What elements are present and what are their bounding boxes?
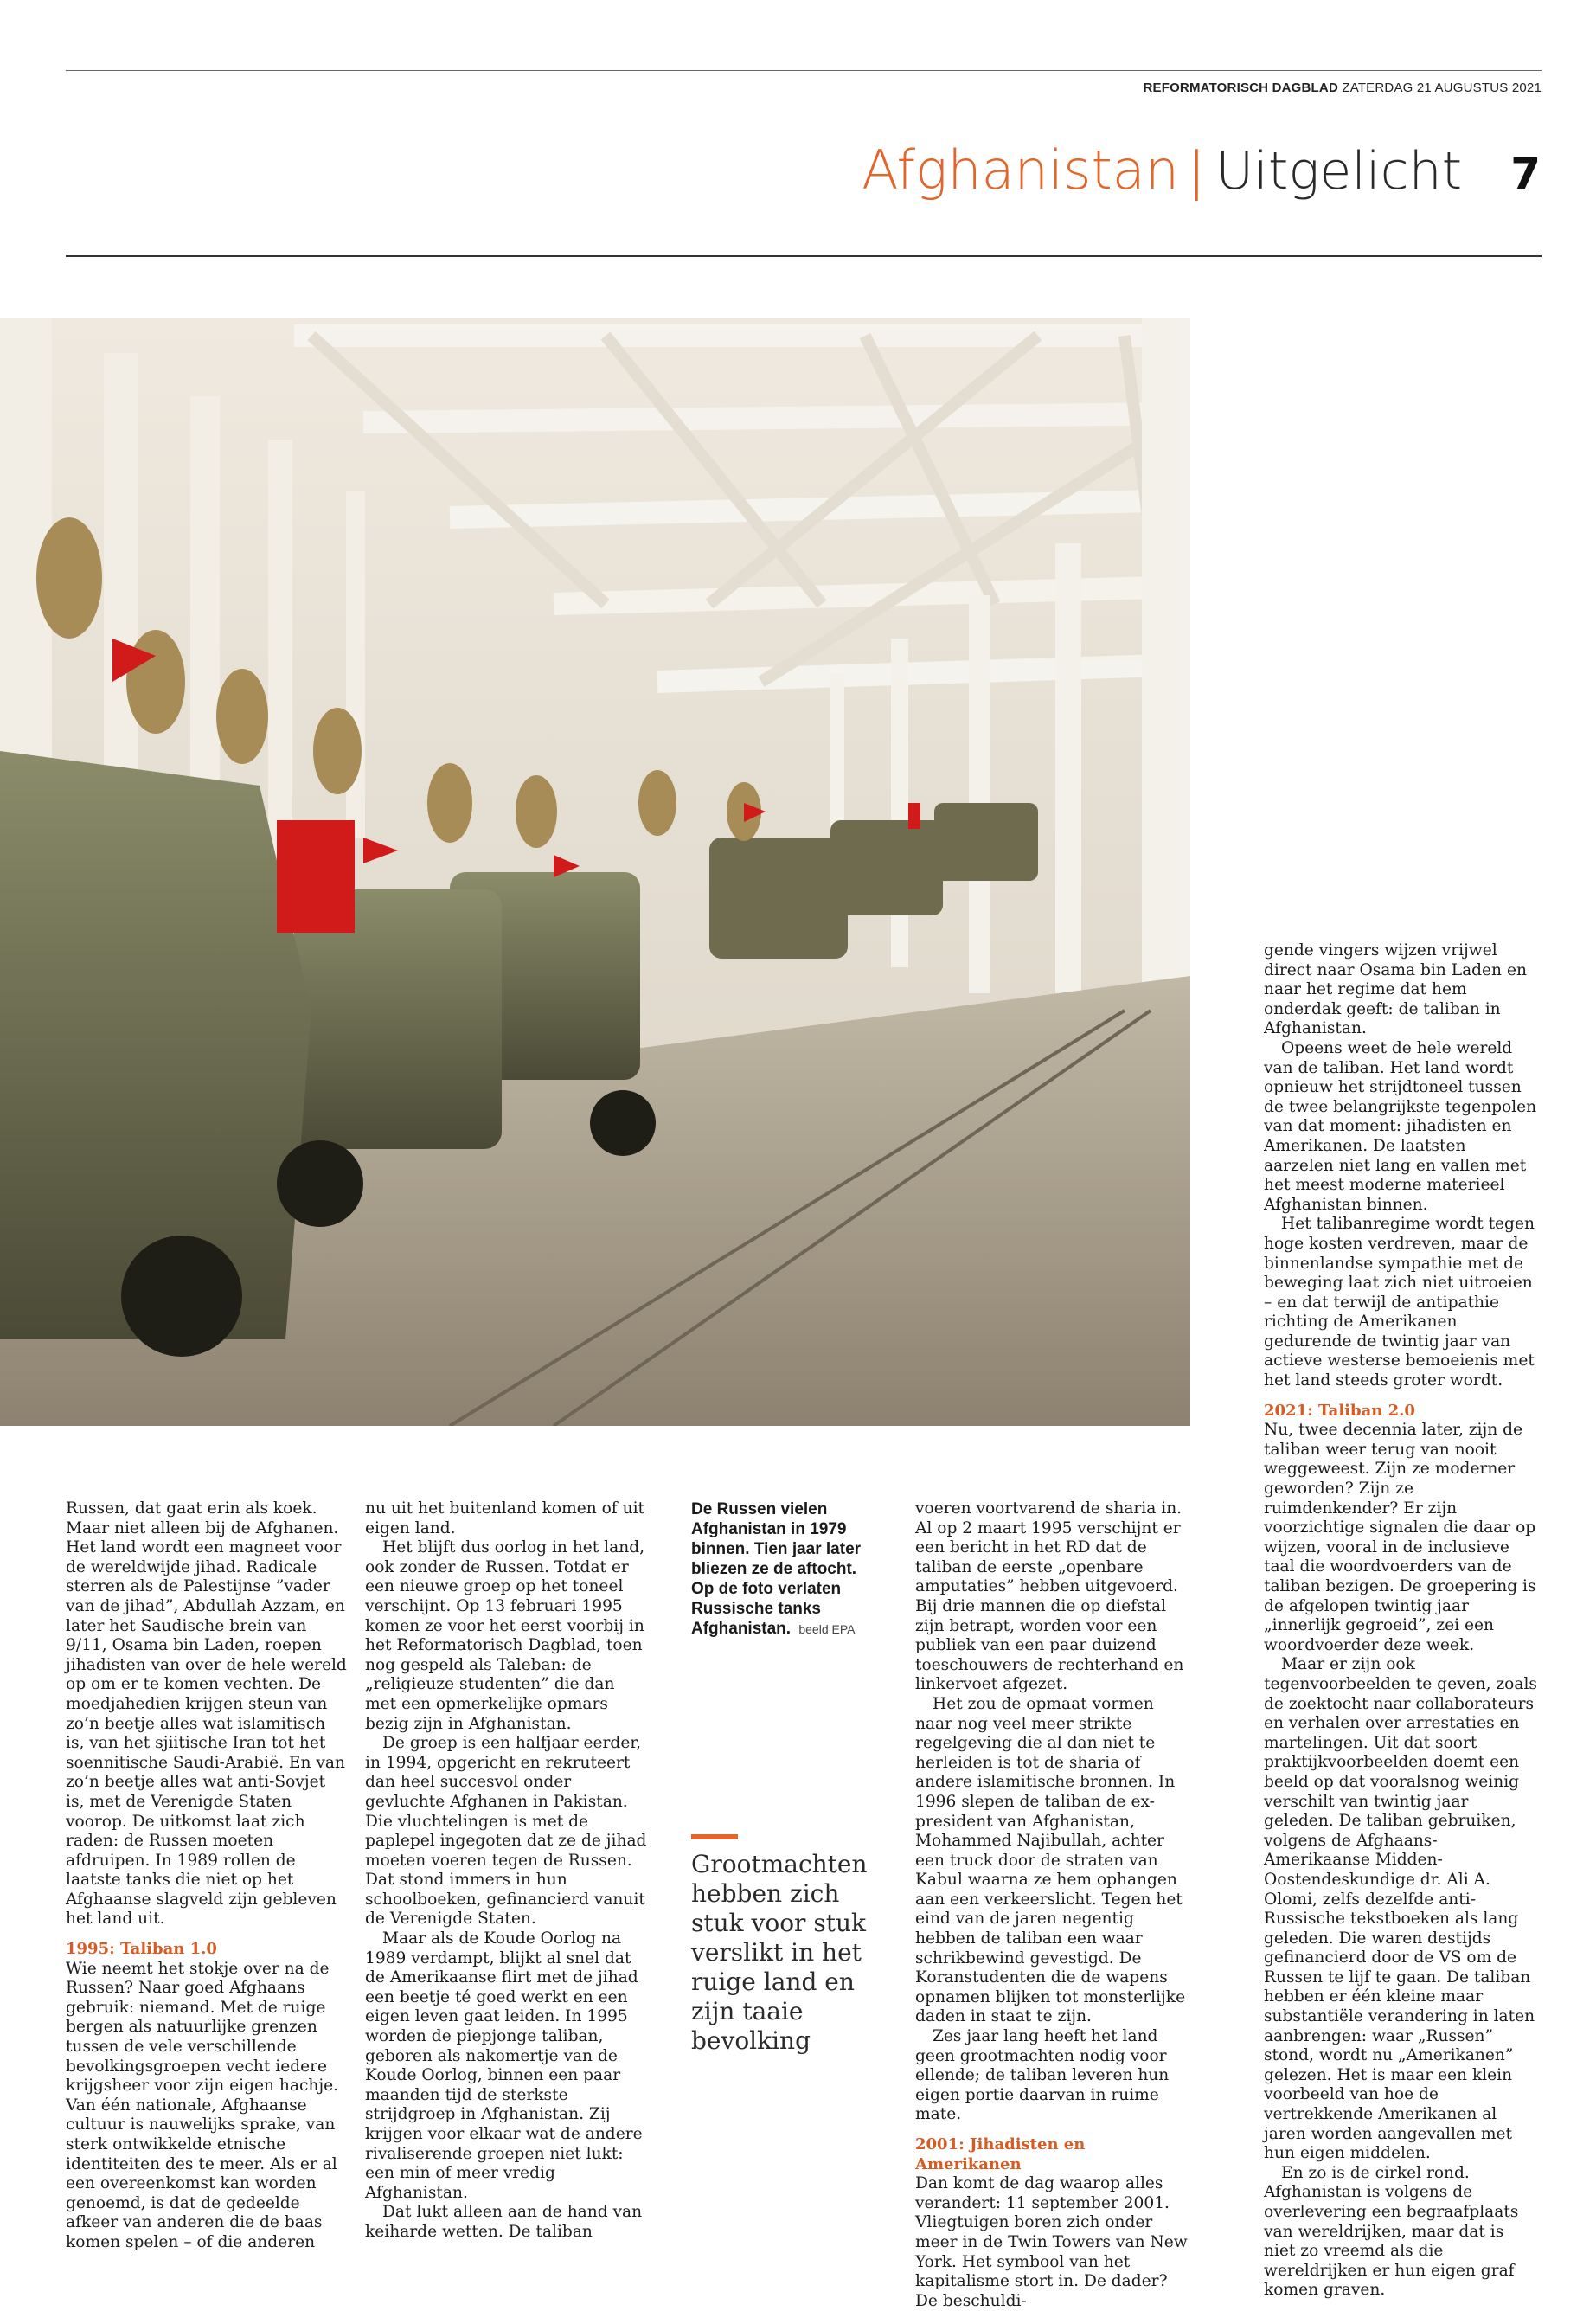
photo-caption (691, 1499, 873, 1640)
quote-accent-bar (691, 1834, 738, 1839)
article-column-1 (66, 1499, 348, 2253)
article-paragraph: En zo is de cirkel rond. Afghanistan is volgens de overlevering een begraafplaats van wereldrijken, maar dat is niet zo vreemd als die wereldrijken er hun eigen graf komen graven. (1264, 2163, 1519, 2300)
masthead-paper: REFORMATORISCH DAGBLAD (1143, 80, 1338, 95)
masthead-date: ZATERDAG 21 AUGUSTUS 2021 (1342, 80, 1542, 95)
section-header (862, 138, 1541, 202)
caption-text: De Russen vielen Afghanistan in 1979 binnen. Tien jaar later bliezen ze de aftocht. Op de foto verlaten Russische tanks Afghanistan. (691, 1500, 862, 1638)
article-paragraph: Russen, dat gaat erin als koek. Maar niet alleen bij de Afghanen. Het land wordt een magneet voor de wereldwijde jihad. Radicale sterren als de Palestijnse ”vader van de jihad”, Abdullah Azzam, en later het Saudische brein van 9/11, Osama bin Laden, roepen jihadisten van over de hele wereld op om er te komen vechten. De moedjahedien krijgen steun van zo’n beetje alles wat islamitisch is, van het sjiitische Iran tot het soennitische Saudi-Arabië. En van zo’n beetje alles wat anti-Sovjet is, met de Verenigde Staten voorop. De uitkomst laat zich raden: de Russen moeten afdruipen. In 1989 rollen de laatste tanks die niet op het Afghaanse slagveld zijn gebleven het land uit. (66, 1499, 347, 1929)
article-paragraph: Wie neemt het stokje over na de Russen? Naar goed Afghaans gebruik: niemand. Met de ruige bergen als natuurlijke grenzen tussen de vele verschillende bevolkingsgroepen vecht iedere krijgsheer voor zijn eigen hachje. Van één nationale, Afghaanse cultuur is nauwelijks sprake, van sterk ontwikkelde etnische identiteiten des te meer. Als er al een overeenkomst kan worden genoemd, is dat de gedeelde afkeer van anderen die de baas komen spelen – of die anderen (66, 1959, 339, 2251)
photo-credit: beeld EPA (798, 1622, 856, 1636)
section-separator: | (1188, 141, 1206, 202)
page-number: 7 (1510, 149, 1541, 199)
article-paragraph: Nu, twee decennia later, zijn de taliban weer terug van nooit weggeweest. Zijn ze moderner geworden? Zijn ze ruimdenkender? Er zijn voorzichtige signalen die daar op wijzen, vooral in de inclusieve taal die woordvoerders van de taliban bezigen. De groepering is de afgelopen twintig jaar „innerlijk gegroeid”, zei een woordvoerder deze week. (1264, 1421, 1536, 1654)
article-paragraph: gende vingers wijzen vrijwel direct naar Osama bin Laden en naar het regime dat hem onderdak geeft: de taliban in Afghanistan. (1264, 941, 1527, 1038)
article-paragraph: nu uit het buitenland komen of uit eigen land. (365, 1499, 644, 1537)
top-rule (66, 70, 1542, 71)
header-rule (66, 255, 1542, 257)
article-column-5 (1264, 941, 1539, 2301)
article-paragraph: Maar er zijn ook tegenvoorbeelden te geven, zoals de zoektocht naar collaborateurs en verhalen over arrestaties en martelingen. Uit dat soort praktijkvoorbeelden doemt een beeld op dat vooralsnog weinig verschilt van twintig jaar geleden. De taliban gebruiken, volgens de Afghaans-Amerikaanse Midden-Oostendeskundige dr. Ali A. Olomi, zelfs dezelfde anti-Russische tekstboeken als lang geleden. Die waren destijds gefinancierd door de VS om de Russen te lijf te gaan. De taliban hebben er één kleine maar substantiële verandering in laten aanbrengen: waar „Russen” stond, wordt nu „Amerikanen” gelezen. Het is maar een klein voorbeeld van hoe de vertrekkende Amerikanen al jaren worden aangevallen met hun eigen middelen. (1264, 1655, 1537, 2163)
article-paragraph: voeren voortvarend de sharia in. Al op 2 maart 1995 verschijnt er een bericht in het RD dat de taliban de eerste „openbare amputaties” hebben uitgevoerd. Bij drie mannen die op diefstal zijn betrapt, worden voor een publiek van een paar duizend toeschouwers de rechterhand en linkervoet afgezet. (915, 1499, 1184, 1694)
article-paragraph: Het zou de opmaat vormen naar nog veel meer strikte regelgeving die al dan niet te herleiden is tot de sharia of andere islamitische bronnen. In 1996 slepen de taliban de ex-president van Afghanistan, Mohammed Najibullah, achter een truck door de straten van Kabul waarna ze hem ophangen aan een verkeerslicht. Tegen het eind van de jaren negentig hebben de taliban een waar schrikbewind gevestigd. De Koranstudenten die de wapens opnamen blijken tot monsterlijke daden in staat te zijn. (915, 1694, 1186, 2026)
article-column-2 (365, 1499, 651, 2243)
subheading-2001: 2001: Jihadisten en Amerikanen (915, 2135, 1086, 2173)
article-paragraph: De groep is een halfjaar eerder, in 1994, opgericht en rekruteert dan heel succesvol onder gevluchte Afghanen in Pakistan. Die vluchtelingen is met de paplepel ingegoten dat ze de jihad moeten voeren tegen de Russen. Dat stond immers in hun schoolboeken, gefinancierd vanuit de Verenigde Staten. (365, 1734, 647, 1929)
article-paragraph: Opeens weet de hele wereld van de taliban. Het land wordt opnieuw het strijdtoneel tussen de twee belangrijkste tegenpolen van dat moment: jihadisten en Amerikanen. De laatsten aarzelen niet lang en vallen met het meest moderne materieel Afghanistan binnen. (1264, 1038, 1537, 1214)
article-column-4 (915, 1499, 1189, 2311)
section-topic: Afghanistan (862, 138, 1180, 202)
subheading-1995: 1995: Taliban 1.0 (66, 1940, 217, 1959)
article-paragraph: Maar als de Koude Oorlog na 1989 verdampt, blijkt al snel dat de Amerikaanse flirt met de jihad een beetje té goed werkt en een eigen leven gaat leiden. In 1995 worden de piepjonge taliban, geboren als nakomertje van de Koude Oorlog, binnen een paar maanden tijd de sterkste strijdgroep in Afghanistan. Zij krijgen voor elkaar wat de andere rivaliserende groepen niet lukt: een min of meer vredig Afghanistan. (365, 1929, 643, 2202)
article-paragraph: Dat lukt alleen aan de hand van keiharde wetten. De taliban (365, 2203, 643, 2241)
pull-quote: Grootmachten hebben zich stuk voor stuk verslikt in het ruige land en zijn taaie bevolking (691, 1850, 868, 2055)
article-paragraph: Het blijft dus oorlog in het land, ook zonder de Russen. Totdat er een nieuwe groep op het toneel verschijnt. Op 13 februari 1995 komen ze voor het eerst voorbij in het Reformatorisch Dagblad, toen nog gespeld als Taleban: de „religieuze studenten” die dan met een opmerkelijke opmars bezig zijn in Afghanistan. (365, 1538, 645, 1733)
subheading-2021: 2021: Taliban 2.0 (1264, 1401, 1415, 1420)
article-paragraph: Zes jaar lang heeft het land geen grootmachten nodig voor ellende; de taliban leveren hun eigen portie daarvan in ruime mate. (915, 2027, 1170, 2124)
masthead (1143, 80, 1542, 95)
article-paragraph: Het talibanregime wordt tegen hoge kosten verdreven, maar de binnenlandse sympathie met de beweging laat zich niet uitroeien – en dat terwijl de antipathie richting de Amerikanen gedurende de twintig jaar van actieve westerse bemoeienis met het land steeds groter wordt. (1264, 1215, 1535, 1390)
section-label: Uitgelicht (1215, 141, 1463, 202)
article-paragraph: Dan komt de dag waarop alles verandert: 11 september 2001. Vliegtuigen boren zich onder meer in de Twin Towers van New York. Het symbool van het kapitalisme stort in. De dader? De beschuldi- (915, 2174, 1188, 2310)
photo-soviet-tanks-on-bridge (0, 318, 1190, 1426)
